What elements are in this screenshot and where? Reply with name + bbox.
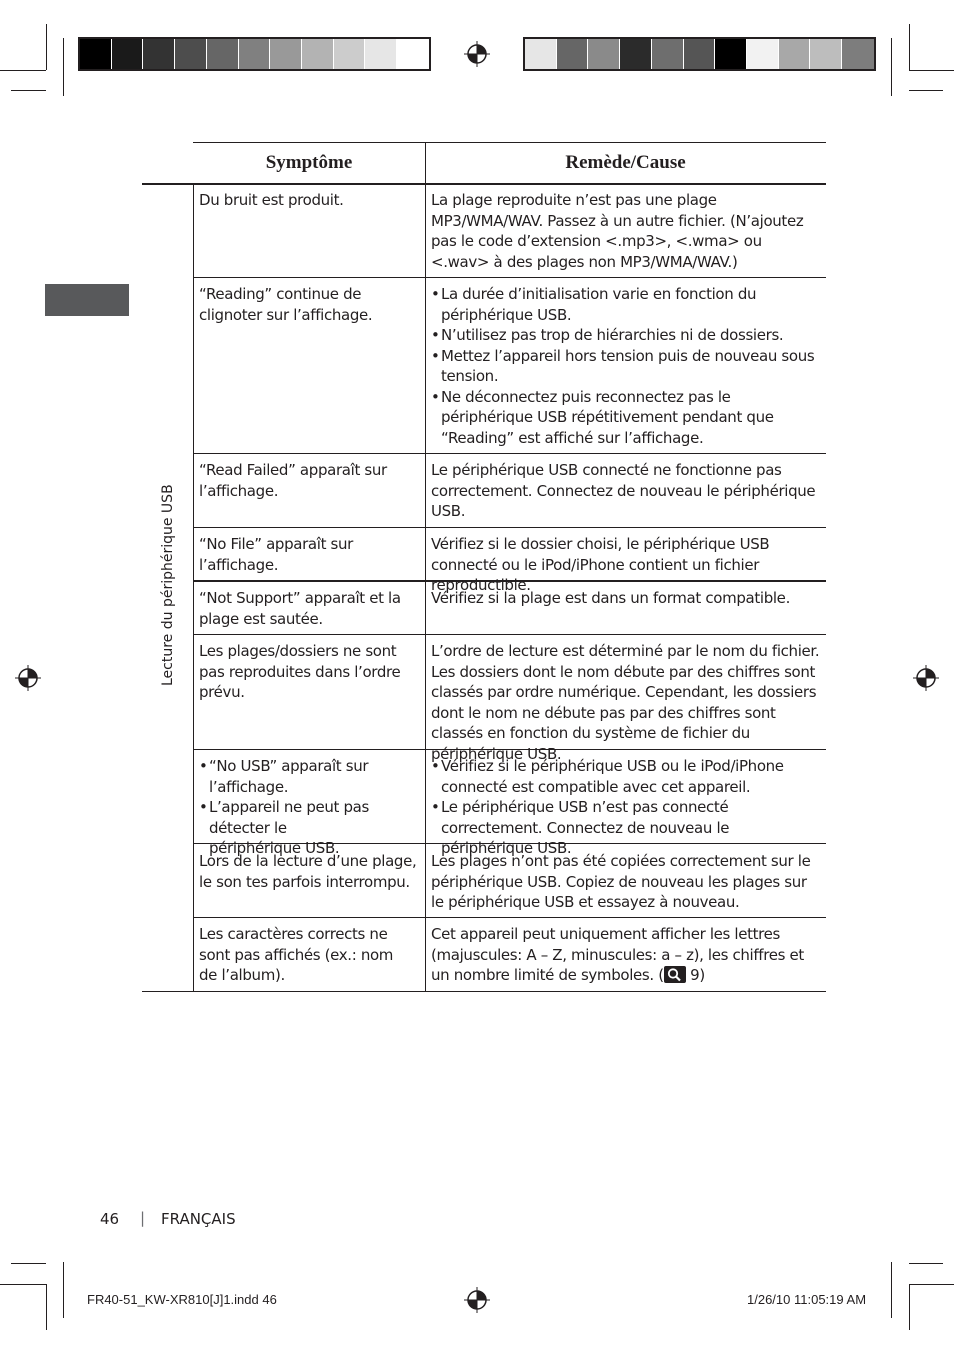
color-swatch xyxy=(715,39,747,69)
symptom-cell: “Reading” continue de clignoter sur l’affichage. xyxy=(199,285,373,324)
symptom-cell: Les plages/dossiers ne sont pas reproduites dans l’ordre prévu. xyxy=(199,642,401,701)
color-swatch xyxy=(779,39,811,69)
remedy-cell xyxy=(431,756,821,859)
symptom-cell: “No File” apparaît sur l’affichage. xyxy=(199,535,353,574)
crop-mark xyxy=(891,1262,892,1318)
remedy-cell xyxy=(431,924,821,986)
remedy-list-item: • La durée d’initialisation varie en fonction du périphérique USB. xyxy=(431,284,821,325)
crop-mark xyxy=(909,1284,954,1285)
remedy-list-item: • Le périphérique USB n’est pas connecté correctement. Connectez de nouveau le périphérique USB. xyxy=(431,797,821,859)
symptom-cell: “Not Support” apparaît et la plage est sautée. xyxy=(199,589,401,628)
search-icon xyxy=(664,966,686,983)
remedy-list-item: • Vérifiez si le périphérique USB ou le iPod/iPhone connecté est compatible avec cet appareil. xyxy=(431,756,821,797)
section-label: Lecture du périphérique USB xyxy=(160,484,176,686)
crop-mark xyxy=(891,38,892,96)
color-swatch xyxy=(810,39,842,69)
remedy-cell: La plage reproduite n’est pas une plage MP3/WMA/WAV. Passez à un autre fichier. (N’ajoutez pas le code d’extension <.mp3>, <.wma> ou <.wav> à des plages non MP3/WMA/WAV.) xyxy=(431,191,804,271)
color-swatch xyxy=(842,39,874,69)
table-row-rule xyxy=(193,917,826,918)
remedy-cell: Vérifiez si la plage est dans un format compatible. xyxy=(431,589,790,607)
footer-language: FRANÇAIS xyxy=(161,1210,236,1228)
color-swatch xyxy=(302,39,334,69)
color-swatch xyxy=(365,39,397,69)
crop-mark xyxy=(909,1284,910,1330)
symptom-list-item: • “No USB” apparaît sur l’affichage. xyxy=(199,756,421,797)
grayscale-color-bar xyxy=(78,37,431,71)
crop-mark xyxy=(46,24,47,70)
crop-mark xyxy=(909,24,910,70)
color-swatch xyxy=(557,39,589,69)
color-swatch xyxy=(525,39,557,69)
color-swatch xyxy=(620,39,652,69)
remedy-cell: Le périphérique USB connecté ne fonctionne pas correctement. Connectez de nouveau le périphérique USB. xyxy=(431,461,816,520)
color-swatch xyxy=(334,39,366,69)
color-swatch xyxy=(747,39,779,69)
remedy-text: Cet appareil peut uniquement afficher les lettres (majuscules: A – Z, minuscules: a – z), les chiffres et un nombre limité de symboles. ( xyxy=(431,925,804,984)
table-row-rule xyxy=(193,527,826,528)
table-row-rule xyxy=(193,453,826,454)
color-swatch xyxy=(397,39,429,69)
color-swatch xyxy=(239,39,271,69)
registration-target-icon xyxy=(464,41,490,67)
registration-target-icon xyxy=(15,665,41,691)
color-swatch xyxy=(588,39,620,69)
table-row-rule xyxy=(193,634,826,635)
color-swatch xyxy=(207,39,239,69)
remedy-cell xyxy=(431,284,821,448)
crop-mark xyxy=(63,1262,64,1318)
remedy-cell: Vérifiez si le dossier choisi, le périphérique USB connecté ou le iPod/iPhone contient un fichier reproductible. xyxy=(431,535,770,594)
symptom-cell xyxy=(199,756,421,859)
color-swatch xyxy=(652,39,684,69)
color-swatch xyxy=(80,39,112,69)
crop-mark xyxy=(11,90,46,91)
footer-separator: | xyxy=(140,1209,146,1227)
symptom-cell: Les caractères corrects ne sont pas affichés (ex.: nom de l’album). xyxy=(199,925,394,984)
color-swatch xyxy=(143,39,175,69)
crop-mark xyxy=(909,1263,943,1264)
crop-mark xyxy=(909,70,954,71)
slug-filename: FR40-51_KW-XR810[J]1.indd 46 xyxy=(87,1292,277,1307)
symptom-cell: Du bruit est produit. xyxy=(199,191,344,209)
color-control-bar xyxy=(523,37,876,71)
symptom-cell: Lors de la lecture d’une plage, le son tes parfois interrompu. xyxy=(199,852,417,891)
color-swatch xyxy=(175,39,207,69)
symptom-list-item: • L’appareil ne peut pas détecter le périphérique USB. xyxy=(199,797,421,859)
page-number: 46 xyxy=(100,1210,120,1228)
color-swatch xyxy=(112,39,144,69)
color-swatch xyxy=(270,39,302,69)
registration-target-icon xyxy=(913,665,939,691)
remedy-cell: Les plages n’ont pas été copiées correctement sur le périphérique USB. Copiez de nouveau les plages sur le périphérique USB et essayez à nouveau. xyxy=(431,852,811,911)
crop-mark xyxy=(0,1284,46,1285)
table-column-divider xyxy=(425,142,426,991)
table-bottom-rule xyxy=(142,991,826,992)
crop-mark xyxy=(0,70,46,71)
registration-target-icon xyxy=(464,1287,490,1313)
crop-mark xyxy=(909,90,943,91)
remedy-list-item: • N’utilisez pas trop de hiérarchies ni de dossiers. xyxy=(431,325,821,346)
color-swatch xyxy=(684,39,716,69)
remedy-cell: L’ordre de lecture est déterminé par le nom du fichier. Les dossiers dont le nom débute par des chiffres sont classés par ordre numérique. Cependant, les dossiers dont le nom ne débute pas par des chiffres sont classés en fonction du système de fichier du périphérique USB. xyxy=(431,642,820,763)
crop-mark xyxy=(11,1263,46,1264)
crop-mark xyxy=(63,38,64,96)
remedy-list-item: • Mettez l’appareil hors tension puis de nouveau sous tension. xyxy=(431,346,821,387)
slug-timestamp: 1/26/10 11:05:19 AM xyxy=(747,1292,867,1307)
table-column-divider xyxy=(193,183,194,991)
remedy-column-header: Remède/Cause xyxy=(565,152,686,173)
symptom-cell: “Read Failed” apparaît sur l’affichage. xyxy=(199,461,387,500)
remedy-text: 9) xyxy=(685,966,705,984)
symptom-column-header: Symptôme xyxy=(265,152,353,173)
language-tab xyxy=(45,284,129,316)
remedy-list-item: • Ne déconnectez puis reconnectez pas le périphérique USB répétitivement pendant que “Reading” est affiché sur l’affichage. xyxy=(431,387,821,449)
table-row-rule xyxy=(193,277,826,278)
table-header-rule xyxy=(142,183,826,185)
crop-mark xyxy=(46,1284,47,1330)
table-top-rule xyxy=(193,142,826,143)
